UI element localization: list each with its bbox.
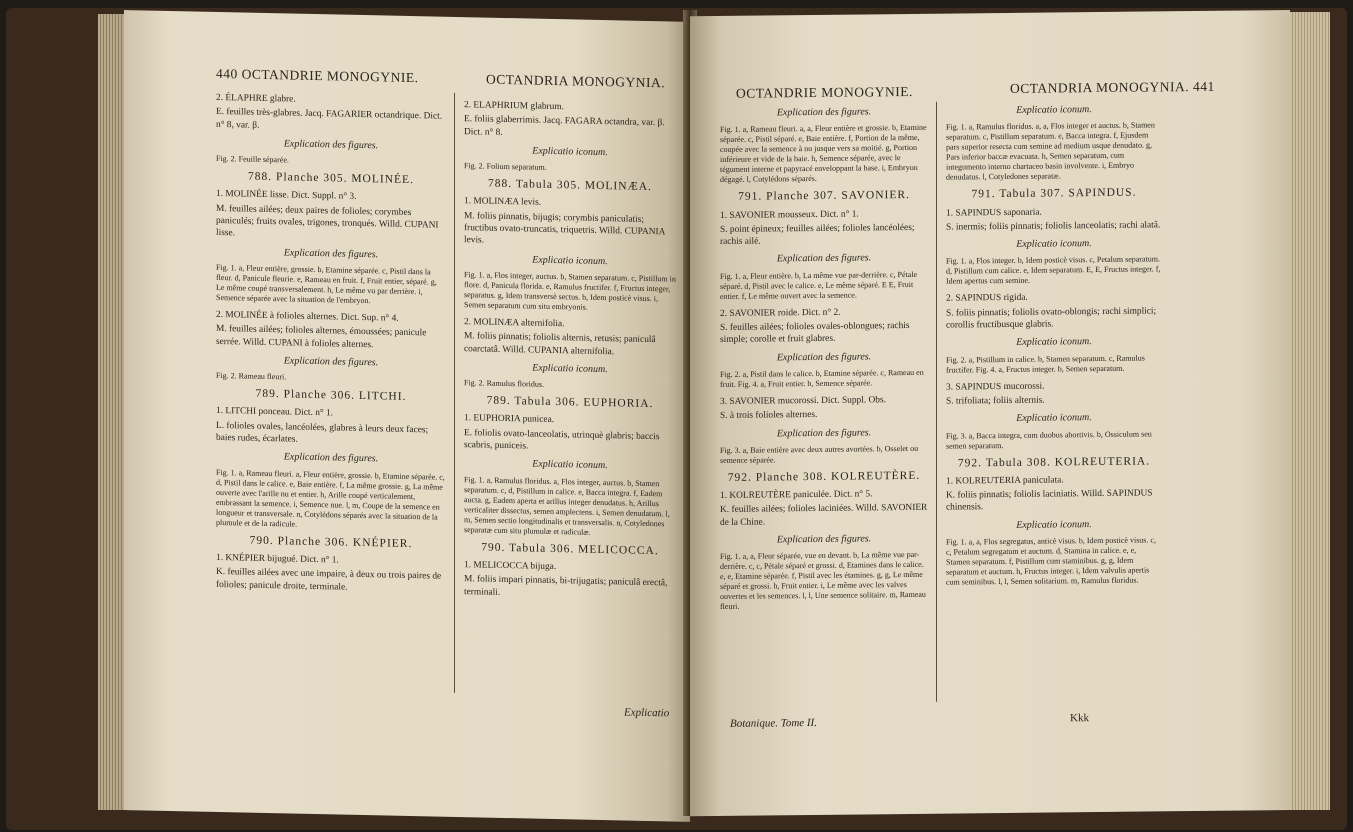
entry-text: E. foliis glaberrimis. Jacq. FAGARA octandra, var. β. Dict. n° 8. xyxy=(464,114,665,138)
explication-heading: Explication des figures. xyxy=(776,533,872,546)
entry-title: 1. MOLINÉE lisse. Dict. Suppl. n° 3. xyxy=(216,189,357,203)
figure-caption: Fig. 3. a, Baie entière avec deux autres avortées. b, Osselet ou semence séparée. xyxy=(720,443,919,465)
entry-text: K. feuilles ailées; folioles laciniées. Willd. SAVONIER de la Chine. xyxy=(720,503,928,528)
explication-heading: Explication des figures. xyxy=(776,351,872,364)
figure-caption: Fig. 1. a, Flos integer. b, Idem posticè visus. c, Petalum separatum. d, Pistillum cum calice. e, Idem separatum. E, E, Fructus integer. f, Idem apertus cum semine. xyxy=(946,254,1161,287)
explicatio-heading: Explicatio iconum. xyxy=(532,145,608,159)
right-col-latin xyxy=(946,103,1162,587)
entry-text: L. folioles ovales, lancéolées, glabres à leurs deux faces; baies rudes, écarlates. xyxy=(216,420,429,445)
figure-caption: Fig. 2. Rameau fleuri. xyxy=(216,371,287,382)
catchword: Explicatio xyxy=(624,706,670,720)
entry-title: 2. ELAPHRIUM glabrum. xyxy=(464,100,564,113)
section-heading: 790. Planche 306. KNÉPIER. xyxy=(249,534,413,550)
entry-title: 1. KOLREUTERIA paniculata. xyxy=(946,475,1064,487)
explication-heading: Explication des figures. xyxy=(776,106,872,119)
figure-caption: Fig. 1. a, a, Fleur séparée, vue en devant. b, La même vue par-derrière. c, c, Pétale séparé et grossi. d, Etamines dans le calice. e, e, Etamine séparée. f, Pistil avec les étamines. g, g, Le même séparé et grossi. h, Fruit entier. i, Le même avec les valves ouvertes et les semences. l, l, Une semence solitaire. m, Rameau fleuri. xyxy=(720,550,926,612)
explication-heading: Explication des figures. xyxy=(283,355,379,369)
entry-text: M. feuilles ailées; folioles alternes, émoussées; panicule serrée. Willd. CUPANI à folioles alternes. xyxy=(216,324,427,350)
entry-text: M. foliis pinnatis, bijugis; corymbis paniculatis; fructibus ovato-truncatis, triquetris. Willd. CUPANIA levis. xyxy=(464,210,665,246)
left-col-french xyxy=(216,90,446,596)
entry-title: 2. MOLINÆA alternifolia. xyxy=(464,317,565,330)
column-rule xyxy=(454,93,455,693)
right-col-french xyxy=(720,106,928,613)
entry-title: 1. LITCHI ponceau. Dict. n° 1. xyxy=(216,406,333,419)
figure-caption: Fig. 2. Ramulus floridus. xyxy=(464,378,545,389)
explicatio-heading: Explicatio iconum. xyxy=(1016,104,1092,116)
entry-text: M. foliis impari pinnatis, bi-trijugatis; paniculâ erectâ, terminali. xyxy=(464,574,668,598)
right-header-left: OCTANDRIE MONOGYNIE. xyxy=(736,83,913,101)
right-page-edges xyxy=(1290,12,1330,810)
explication-heading: Explication des figures. xyxy=(283,247,379,260)
explicatio-heading: Explicatio iconum. xyxy=(1016,336,1092,349)
entry-text: E. foliolis ovato-lanceolatis, utrinquè glabris; baccis scabris, puniceis. xyxy=(464,427,660,452)
section-heading: 790. Tabula 306. MELICOCCA. xyxy=(481,541,659,557)
explication-heading: Explication des figures. xyxy=(776,252,872,265)
figure-caption: Fig. 1. a, Rameau fleuri. a, Fleur entière, grossie. b, Etamine séparée. c, d, Pistil dans le calice. e, Baie entière. f, La même grossie. g, La même ouverte avec l'arille nu et entier. h, Arille coupé verticalement, embrassant la semence. i, Semence nue. l, m, Coupe de la semence en longueur et transversale. n, Cotylédons séparés avec la situation de la plumule et de la radicule. xyxy=(216,467,445,529)
figure-caption: Fig. 2. Feuille séparée. xyxy=(216,154,289,165)
entry-title: 2. SAVONIER roide. Dict. n° 2. xyxy=(720,307,841,319)
explication-heading: Explication des figures. xyxy=(776,426,872,439)
entry-text: S. point épineux; feuilles ailées; folioles lancéolées; rachis ailé. xyxy=(720,222,915,248)
signature-mark: Kkk xyxy=(1070,712,1089,725)
figure-caption: Fig. 3. a, Bacca integra, cum duobus abortivis. b, Ossiculum seu semen separatum. xyxy=(946,429,1152,451)
entry-title: 1. MELICOCCA bijuga. xyxy=(464,560,557,572)
section-heading: 792. Tabula 308. KOLREUTERIA. xyxy=(957,455,1151,470)
entry-title: 1. KNÉPIER bijugué. Dict. n° 1. xyxy=(216,552,339,566)
section-heading: 788. Tabula 305. MOLINÆA. xyxy=(488,177,652,194)
entry-text: M. feuilles ailées; deux paires de folioles; corymbes paniculés; fruits ovales, trigones, tronqués. Willd. CUPANI lisse. xyxy=(216,203,439,239)
figure-caption: Fig. 1. a, Flos integer, auctus. b, Stamen separatum. c, Pistillum in flore. d, Panicula florida. e, Ramulus fructifer. f, Fructus integer, separatus. g, Idem transversè sectus. h, Idem posticè visus. i, Semen separatum cum situ embryonis. xyxy=(464,270,676,312)
left-page xyxy=(124,10,690,822)
figure-caption: Fig. 2. Folium separatum. xyxy=(464,161,547,173)
section-heading: 789. Planche 306. LITCHI. xyxy=(255,387,407,404)
section-heading: 788. Planche 305. MOLINÉE. xyxy=(248,170,414,187)
entry-text: E. feuilles très-glabres. Jacq. FAGARIER octandrique. Dict. n° 8, var. β. xyxy=(216,107,443,131)
figure-caption: Fig. 2. a, Pistillum in calice. b, Stamen separatum. c, Ramulus fructifer. Fig. 4. a, Fructus integer. b, Semen separatum. xyxy=(946,353,1145,375)
left-header-left: 440 OCTANDRIE MONOGYNIE. xyxy=(216,65,419,86)
section-heading: 791. Planche 307. SAVONIER. xyxy=(738,189,910,204)
section-heading: 792. Planche 308. KOLREUTÈRE. xyxy=(727,469,921,484)
figure-caption: Fig. 1. a, Ramulus floridus. a, Flos integer, auctus. b, Stamen separatum. c, d, Pistillum in calice. e, Bacca integra. f, Eadem aucta. g, Eadem aperta et arillus integer denudatus. h, Arillus verticaliter dissectus, semen amplectens. i, Semen denudatum. l, m, Semen sectio longitudinalis et transversalis. n, Cotyledones separatæ cum situ plumulæ et radiculæ. xyxy=(464,474,670,537)
section-heading: 791. Tabula 307. SAPINDUS. xyxy=(971,186,1137,201)
explicatio-heading: Explicatio iconum. xyxy=(1016,412,1092,425)
explication-heading: Explication des figures. xyxy=(283,138,379,152)
explicatio-heading: Explicatio iconum. xyxy=(1016,518,1092,531)
entry-text: K. feuilles ailées avec une impaire, à deux ou trois paires de folioles; panicule droite, terminale. xyxy=(216,567,442,593)
figure-caption: Fig. 1. a, Fleur entière. b, La même vue par-derrière. c, Pétale séparé. d, Pistil avec le calice. e, Le même séparé. E E, Fruit entier. f, Le même ouvert avec la semence. xyxy=(720,269,918,301)
figure-caption: Fig. 2. a, Pistil dans le calice. b, Etamine séparée. c, Rameau en fruit. Fig. 4. a, Fruit entier. b, Semence séparée. xyxy=(720,367,924,389)
figure-caption: Fig. 1. a, Rameau fleuri. a, a, Fleur entière et grossie. b, Etamine séparée. c, Pistil séparé. e, Baie entière. f, Portion de la même, coupée avec la semence à nu jusque vers sa moitié. g, Portion inférieure et vide de la baie. h, Semence séparée, avec le tégument interne et papyracé enveloppant la base. i, Embryon dégagé. l, Cotylédons séparés. xyxy=(720,123,927,185)
explicatio-heading: Explicatio iconum. xyxy=(532,254,608,267)
entry-text: S. feuilles ailées; folioles ovales-oblongues; rachis simple; corolle et fruit glabres. xyxy=(720,321,910,346)
entry-text: K. foliis pinnatis; foliolis laciniatis. Willd. SAPINDUS chinensis. xyxy=(946,488,1153,514)
figure-caption: Fig. 1. a, Ramulus floridus. a, a, Flos integer et auctus. b, Stamen separatum. c, Pistillum separatum. e, Bacca integra. f, Ejusdem pars superior resecta cum semine ad medium usque denudato. g, Pars inferior baccæ evacuata. h, Semen separatum, cum integumento interno chartaceo basin involvente. i, Embryo denudatus. l, Cotyledones separatæ. xyxy=(946,120,1155,182)
explicatio-heading: Explicatio iconum. xyxy=(532,458,608,472)
explication-heading: Explication des figures. xyxy=(283,451,379,465)
entry-title: 2. ÉLAPHRE glabre. xyxy=(216,92,296,105)
explicatio-heading: Explicatio iconum. xyxy=(532,362,608,375)
entry-title: 2. MOLINÉE à folioles alternes. Dict. Sup. n° 4. xyxy=(216,309,399,324)
explicatio-heading: Explicatio iconum. xyxy=(1016,238,1092,251)
entry-title: 3. SAPINDUS mucorossi. xyxy=(946,381,1045,393)
page-signature: Botanique. Tome II. xyxy=(730,716,817,730)
entry-title: 3. SAVONIER mucorossi. Dict. Suppl. Obs. xyxy=(720,395,886,407)
entry-title: 1. SAPINDUS saponaria. xyxy=(946,207,1042,219)
entry-text: M. foliis pinnatis; foliolis alternis, retusis; paniculâ coarctatâ. Willd. CUPANIA alternifolia. xyxy=(464,331,656,357)
section-heading: 789. Tabula 306. EUPHORIA. xyxy=(486,394,654,411)
right-header-right: OCTANDRIA MONOGYNIA. 441 xyxy=(1010,78,1215,96)
figure-caption: Fig. 1. a, Fleur entière, grossie. b, Etamine séparée. c, Pistil dans la fleur. d, Panicule fleurie. e, Rameau en fruit. f, Fruit entier, séparé. g, Le même coupé transversalement. h, Le même vu par derrière. i, Semence séparée avec la situation de l'embryon. xyxy=(216,262,437,306)
column-rule xyxy=(936,102,937,702)
entry-text: S. trifoliata; foliis alternis. xyxy=(946,395,1045,407)
left-col-latin xyxy=(464,97,676,602)
entry-title: 1. KOLREUTÈRE paniculée. Dict. n° 5. xyxy=(720,489,873,502)
entry-title: 1. SAVONIER mousseux. Dict. n° 1. xyxy=(720,209,859,221)
left-page-edges xyxy=(98,14,124,810)
entry-title: 2. SAPINDUS rigida. xyxy=(946,293,1028,305)
figure-caption: Fig. 1. a, a, Flos segregatus, anticè visus. b, Idem posticè visus. c, c, Petalum segregatum et auctum. d, Stamina in calice. e, e, Stamen separatum. f, Pistillum cum staminibus. g, g, Idem separatum et auctum. h, Fructus integer. i, Idem valvulis apertis cum seminibus. l, l, Semen solitarium. m, Ramulus floridus. xyxy=(946,535,1156,587)
entry-title: 1. MOLINÆA levis. xyxy=(464,196,542,209)
right-page xyxy=(690,10,1290,816)
left-header-right: OCTANDRIA MONOGYNIA. xyxy=(486,71,666,91)
entry-title: 1. EUPHORIA punicea. xyxy=(464,413,555,426)
entry-text: S. à trois folioles alternes. xyxy=(720,410,818,422)
entry-text: S. foliis pinnatis; foliolis ovato-oblongis; rachi simplici; corollis fructibusque glabris. xyxy=(946,306,1157,331)
entry-text: S. inermis; foliis pinnatis; foliolis lanceolatis; rachi alatâ. xyxy=(946,220,1161,233)
